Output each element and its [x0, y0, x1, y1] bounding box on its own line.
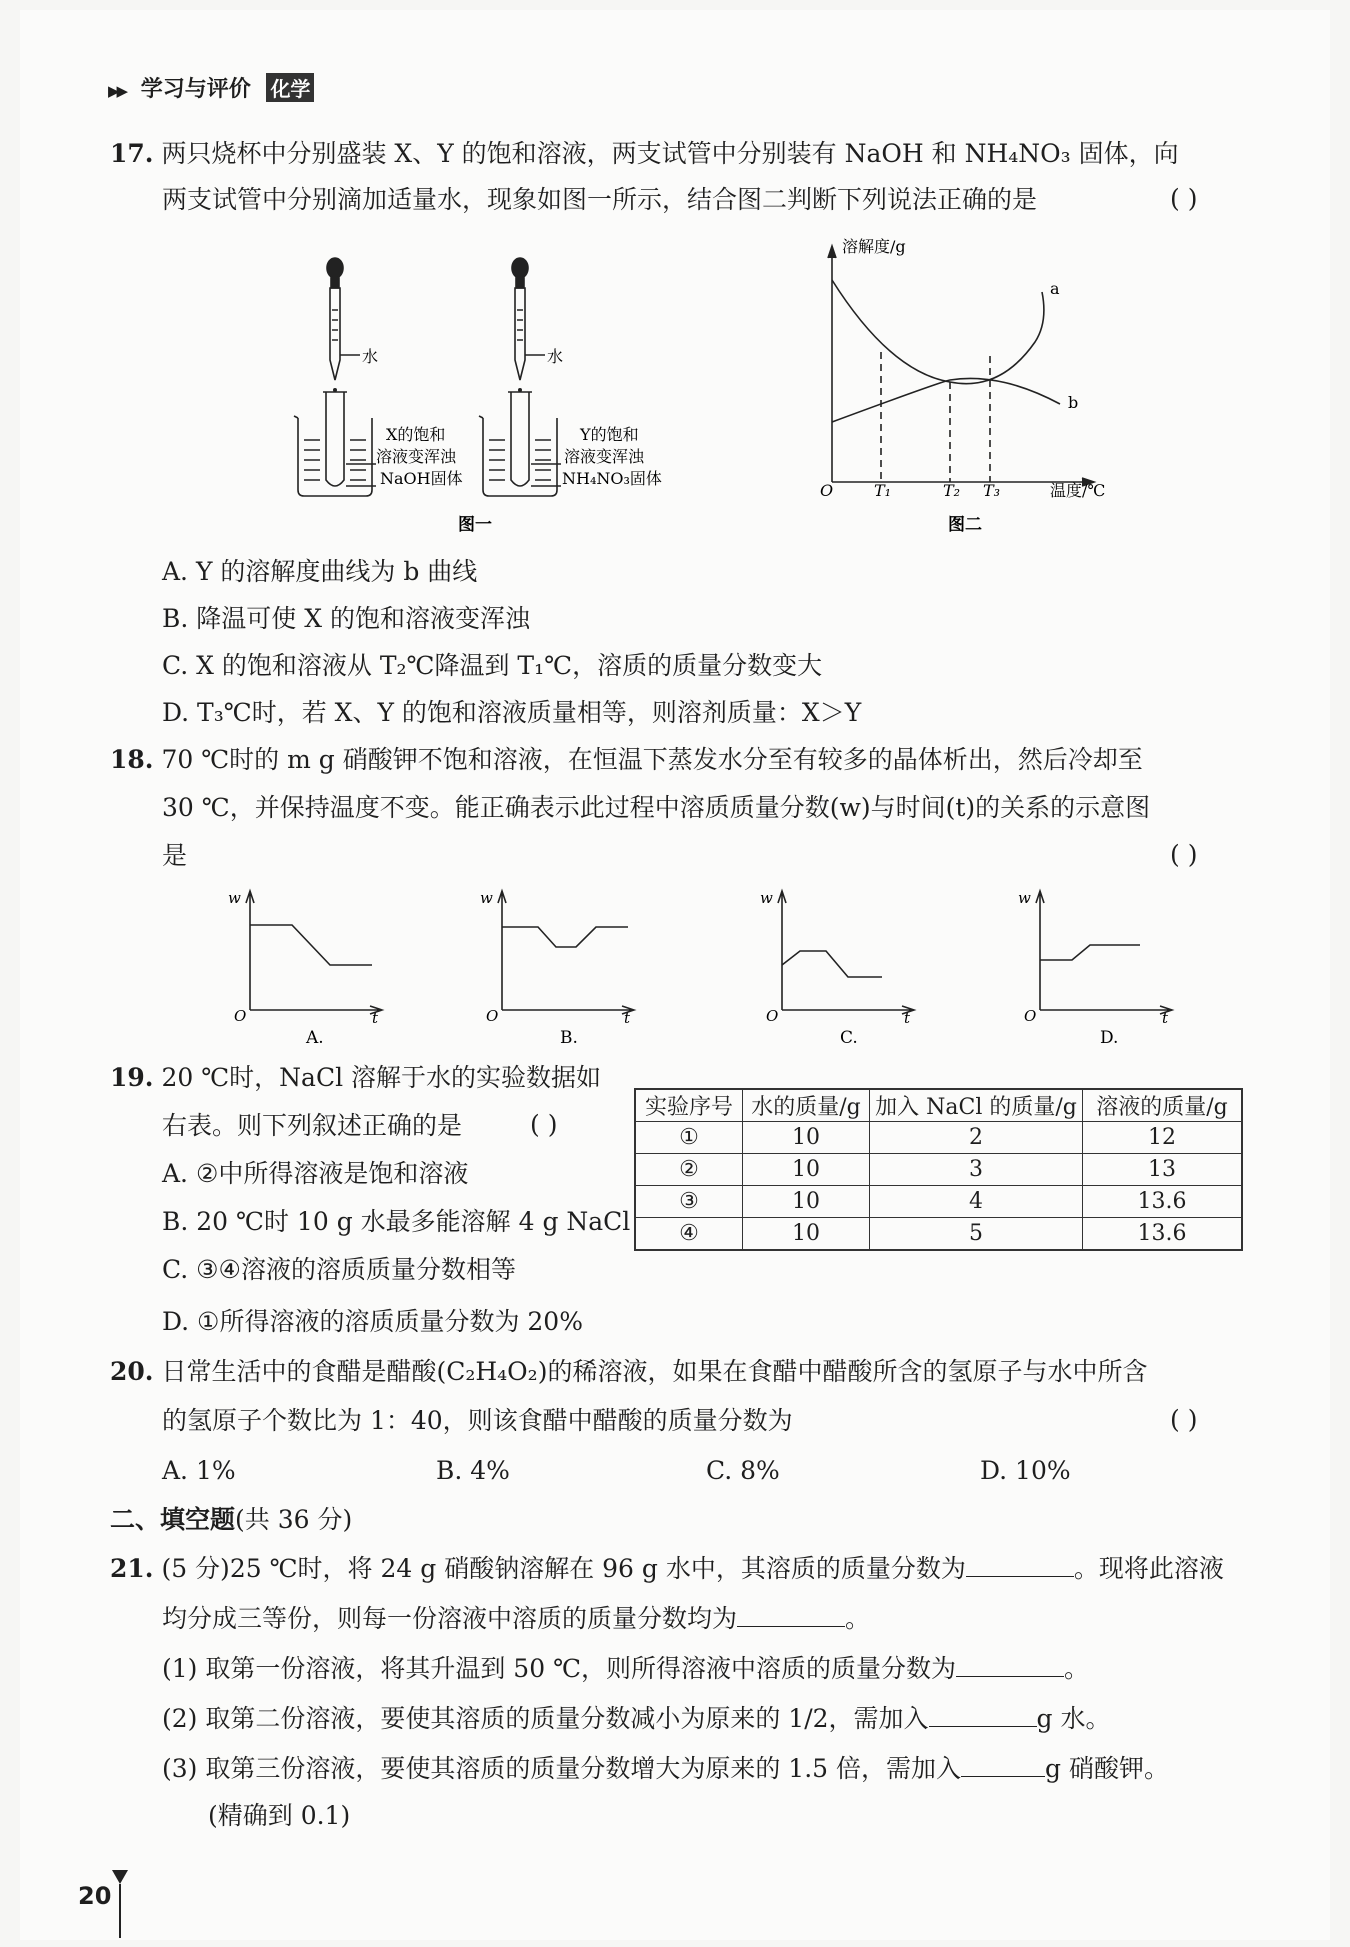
q19-option-a: A. ②中所得溶液是饱和溶液 [162, 1159, 469, 1188]
section-title: 二、填空题(共 36 分) [110, 1505, 353, 1534]
q20-option-a: A. 1% [162, 1456, 236, 1485]
fig2-ylabel: 溶解度/g [842, 237, 906, 256]
graph-d-origin: O [1024, 1007, 1037, 1025]
table-row [635, 1122, 1242, 1154]
fig2-t3: T₃ [983, 481, 1001, 500]
table-header: 水的质量/g [743, 1089, 870, 1122]
graph-d-w: w [1018, 889, 1031, 907]
table-cell: 10 [743, 1186, 870, 1218]
q17-answer-paren: ( ) [1170, 184, 1198, 213]
q17-line2: 两支试管中分别滴加适量水，现象如图一所示，结合图二判断下列说法正确的是 [162, 185, 1038, 214]
q20-line2: 的氢原子个数比为 1：40，则该食醋中醋酸的质量分数为 [162, 1406, 793, 1435]
dropper-bulb-right [512, 258, 528, 278]
fig2-label-a: a [1050, 279, 1060, 298]
q18-answer-paren: ( ) [1170, 840, 1198, 869]
graph-b-w: w [480, 889, 493, 907]
double-arrow-icon: ▶▶ [108, 82, 126, 100]
answer-blank[interactable] [961, 1754, 1045, 1777]
table-cell: ④ [635, 1218, 743, 1251]
q18-line3: 是 [162, 841, 188, 870]
graph-b-label: B. [560, 1028, 578, 1048]
table-header: 实验序号 [635, 1089, 743, 1122]
q21-line2: 均分成三等份，则每一份溶液中溶质的质量分数均为 。 [162, 1604, 871, 1633]
q21-sub2: (2) 取第二份溶液，要使其溶质的质量分数减小为原来的 1/2，需加入 g 水。 [162, 1704, 1111, 1733]
figure-2 [810, 232, 1130, 542]
fig2-t1: T₁ [874, 481, 892, 500]
table-header: 溶液的质量/g [1083, 1089, 1243, 1122]
answer-blank[interactable] [956, 1654, 1064, 1677]
fig2-xlabel: 温度/℃ [1050, 481, 1106, 500]
water-label-right: 水 [547, 347, 564, 366]
page-header [108, 72, 314, 103]
x-label-3: NaOH固体 [380, 469, 463, 488]
q21-sub3: (3) 取第三份溶液，要使其溶质的质量分数增大为原来的 1.5 倍，需加入 g 硝酸钾。 [162, 1754, 1169, 1783]
figure-2-caption: 图二 [948, 515, 982, 535]
table-cell: 3 [870, 1154, 1083, 1186]
graph-b-line [502, 927, 628, 947]
q17-line1: 17. 两只烧杯中分别盛装 X、Y 的饱和溶液，两支试管中分别装有 NaOH 和 NH₄NO₃ 固体，向 [110, 139, 1179, 168]
graph-a-origin: O [234, 1007, 247, 1025]
curve-a [832, 280, 1044, 384]
table-cell: 10 [743, 1154, 870, 1186]
table-cell: 4 [870, 1186, 1083, 1218]
page-number: 20 [78, 1882, 112, 1910]
q17-option-a: A. Y 的溶解度曲线为 b 曲线 [162, 557, 478, 586]
q19-line2: 右表。则下列叙述正确的是 [162, 1111, 463, 1140]
x-label-1: X的饱和 [386, 425, 446, 444]
table-cell: 13.6 [1083, 1186, 1243, 1218]
graph-a-line [250, 925, 372, 965]
figure-1 [290, 250, 710, 540]
header-title: 学习与评价 [140, 77, 251, 102]
q20-option-d: D. 10% [980, 1456, 1071, 1485]
graph-b-t: t [624, 1009, 631, 1027]
graph-d-label: D. [1100, 1028, 1119, 1048]
table-header: 加入 NaCl 的质量/g [870, 1089, 1083, 1122]
fig2-t2: T₂ [943, 481, 961, 500]
fig2-label-b: b [1068, 393, 1079, 412]
q21-sub3-note: (精确到 0.1) [208, 1801, 351, 1830]
q18-line1: 18. 70 ℃时的 m g 硝酸钾不饱和溶液，在恒温下蒸发水分至有较多的晶体析出，然后冷却至 [110, 745, 1143, 774]
table-cell: 13 [1083, 1154, 1243, 1186]
graph-d-t: t [1162, 1009, 1169, 1027]
x-label-2: 溶液变浑浊 [376, 447, 457, 466]
curve-b [832, 378, 1060, 422]
graph-a-w: w [228, 889, 241, 907]
graph-a-t: t [372, 1009, 379, 1027]
graph-c-w: w [760, 889, 773, 907]
q19-option-b: B. 20 ℃时 10 g 水最多能溶解 4 g NaCl [162, 1207, 631, 1236]
table-header-row [635, 1089, 1242, 1122]
table-row [635, 1154, 1242, 1186]
table-cell: 12 [1083, 1122, 1243, 1154]
q20-line1: 20. 日常生活中的食醋是醋酸(C₂H₄O₂)的稀溶液，如果在食醋中醋酸所含的氢原子与水中所含 [110, 1357, 1148, 1386]
graph-c-line [782, 951, 882, 977]
answer-blank[interactable] [966, 1554, 1074, 1577]
answer-blank[interactable] [929, 1704, 1037, 1727]
graph-c-origin: O [766, 1007, 779, 1025]
experiment-table [634, 1088, 1243, 1251]
table-cell: 2 [870, 1122, 1083, 1154]
q19-answer-paren: ( ) [530, 1110, 558, 1139]
q17-option-d: D. T₃℃时，若 X、Y 的饱和溶液质量相等，则溶剂质量：X＞Y [162, 698, 862, 727]
page-marker-icon [110, 1868, 130, 1940]
graph-b-origin: O [486, 1007, 499, 1025]
graph-d-line [1040, 945, 1140, 960]
graph-a-x-axis [250, 1006, 382, 1014]
q18-line2: 30 ℃，并保持温度不变。能正确表示此过程中溶质质量分数(w)与时间(t)的关系的示意图 [162, 793, 1151, 822]
table-cell: 10 [743, 1218, 870, 1251]
q18-graphs [220, 885, 1200, 1055]
q20-answer-paren: ( ) [1170, 1405, 1198, 1434]
table-cell: 10 [743, 1122, 870, 1154]
q17-option-c: C. X 的饱和溶液从 T₂℃降温到 T₁℃，溶质的质量分数变大 [162, 651, 823, 680]
table-cell: ③ [635, 1186, 743, 1218]
q19-option-d: D. ①所得溶液的溶质质量分数为 20% [162, 1307, 583, 1336]
table-row [635, 1218, 1242, 1251]
graph-a-label: A. [306, 1028, 324, 1048]
graph-a-y-axis [246, 891, 254, 1010]
dropper-bulb-left [327, 258, 343, 278]
q20-option-c: C. 8% [706, 1456, 780, 1485]
graph-c-t: t [904, 1009, 911, 1027]
fig2-origin: O [820, 481, 834, 500]
figure-1-caption: 图一 [458, 515, 492, 535]
q17-option-b: B. 降温可使 X 的饱和溶液变浑浊 [162, 604, 530, 633]
graph-c-label: C. [840, 1028, 858, 1048]
q21-line1: 21. (5 分)25 ℃时，将 24 g 硝酸钠溶解在 96 g 水中，其溶质的质量分数为 。现将此溶液 [110, 1554, 1224, 1583]
table-cell: 5 [870, 1218, 1083, 1251]
q19-option-c: C. ③④溶液的溶质质量分数相等 [162, 1255, 516, 1284]
q21-sub1: (1) 取第一份溶液，将其升温到 50 ℃，则所得溶液中溶质的质量分数为 。 [162, 1654, 1090, 1683]
q19-line1: 19. 20 ℃时，NaCl 溶解于水的实验数据如 [110, 1063, 602, 1092]
table-cell: ① [635, 1122, 743, 1154]
y-label-1: Y的饱和 [580, 425, 639, 444]
table-cell: 13.6 [1083, 1218, 1243, 1251]
table-row [635, 1186, 1242, 1218]
y-label-2: 溶液变浑浊 [564, 447, 645, 466]
subject-badge: 化学 [266, 73, 314, 102]
answer-blank[interactable] [737, 1604, 845, 1627]
q20-option-b: B. 4% [436, 1456, 510, 1485]
table-cell: ② [635, 1154, 743, 1186]
y-label-3: NH₄NO₃固体 [562, 469, 662, 488]
water-label-left: 水 [362, 347, 379, 366]
